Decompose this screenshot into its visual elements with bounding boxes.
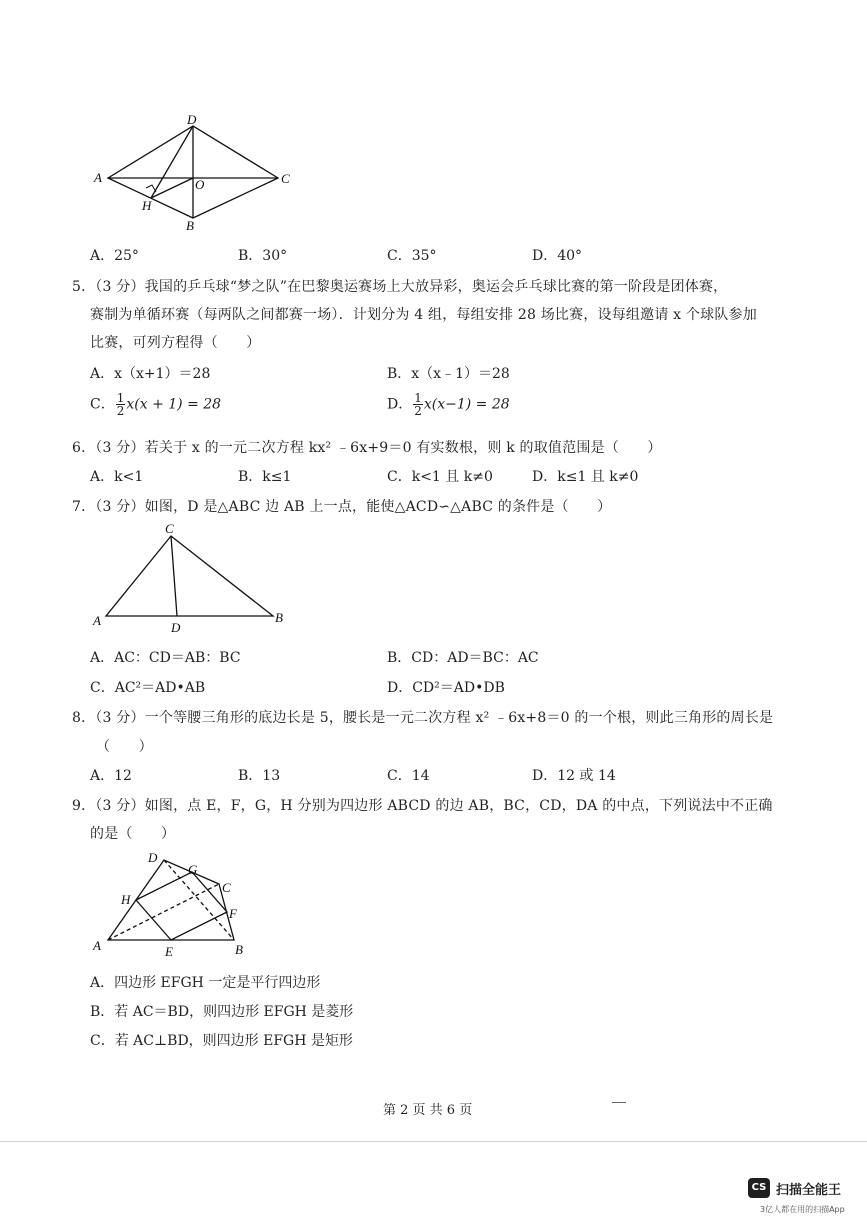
q5-option-c[interactable] — [90, 392, 221, 417]
q5-stem-line3: 比赛，可列方程得（ ） — [90, 335, 261, 351]
q8-option-c[interactable]: C．14 — [387, 768, 430, 784]
q8-option-a[interactable]: A．12 — [90, 768, 132, 784]
footer-divider — [0, 1141, 867, 1142]
q7-stem: 7．（3 分）如图，D 是△ABC 边 AB 上一点，能使△ACD∽△ABC 的条件是（ ） — [72, 499, 612, 515]
q6-option-c[interactable]: C．k<1 且 k≠0 — [387, 469, 493, 485]
label-b: B — [235, 942, 243, 957]
label-f: F — [229, 906, 237, 921]
q6-option-b[interactable]: B．k≤1 — [238, 469, 292, 485]
q7-option-d[interactable]: D．CD²＝AD•DB — [387, 680, 505, 696]
q7-option-c[interactable]: C．AC²＝AD•AB — [90, 680, 206, 696]
label-o: O — [195, 177, 205, 192]
label-h: H — [142, 198, 152, 213]
q9-option-a[interactable]: A．四边形 EFGH 一定是平行四边形 — [90, 975, 321, 991]
label-g: G — [188, 862, 198, 877]
q5-stem-line1: 5．（3 分）我国的乒乓球“梦之队”在巴黎奥运赛场上大放异彩，奥运会乒乓球比赛的第一阶段是团体赛， — [72, 279, 728, 295]
label-d: D — [187, 112, 197, 127]
q9-option-b[interactable]: B．若 AC＝BD，则四边形 EFGH 是菱形 — [90, 1004, 354, 1020]
label-c: C — [165, 521, 174, 536]
camscanner-logo: CS — [748, 1178, 770, 1198]
fraction-half: $\frac{1}{2}$ — [414, 391, 422, 418]
q7-option-a[interactable]: A．AC：CD＝AB：BC — [90, 650, 241, 666]
q9-option-c[interactable]: C．若 AC⊥BD，则四边形 EFGH 是矩形 — [90, 1033, 353, 1049]
rhombus-figure — [88, 112, 303, 237]
q5-option-d-label: D． — [387, 396, 413, 413]
brand-tagline: 3亿人都在用的扫描App — [760, 1205, 845, 1214]
label-h: H — [121, 892, 131, 907]
triangle-figure — [88, 518, 298, 640]
label-b: B — [186, 218, 194, 233]
label-d: D — [148, 850, 158, 865]
label-c: C — [222, 880, 231, 895]
q6-option-d[interactable]: D．k≤1 且 k≠0 — [532, 469, 639, 485]
q5-option-a[interactable]: A．x（x+1）＝28 — [90, 366, 211, 382]
q4-option-d[interactable]: D．40° — [532, 248, 583, 264]
q5-stem-line2: 赛制为单循环赛（每两队之间都赛一场）．计划分为 4 组，每组安排 28 场比赛，设每组邀请 x 个球队参加 — [90, 307, 757, 323]
footer-mark — [612, 1102, 626, 1103]
q8-stem-line1: 8．（3 分）一个等腰三角形的底边长是 5，腰长是一元二次方程 x² ﹣6x+8＝0 的一个根，则此三角形的周长是 — [72, 710, 774, 726]
brand-name: 扫描全能王 — [776, 1183, 842, 1198]
q9-stem-line1: 9．（3 分）如图，点 E，F，G，H 分别为四边形 ABCD 的边 AB，BC，CD，DA 的中点，下列说法中不正确 — [72, 798, 773, 814]
label-a: A — [93, 938, 101, 953]
q8-option-d[interactable]: D．12 或 14 — [532, 768, 616, 784]
q5-option-c-expr: x(x + 1) = 28 — [126, 396, 222, 413]
label-a: A — [93, 613, 101, 628]
q6-option-a[interactable]: A．k<1 — [90, 469, 144, 485]
q4-option-b[interactable]: B．30° — [238, 248, 288, 264]
q4-option-a[interactable]: A．25° — [90, 248, 139, 264]
quadrilateral-figure — [88, 846, 258, 964]
q9-stem-line2: 的是（ ） — [90, 826, 176, 842]
q4-option-c[interactable]: C．35° — [387, 248, 437, 264]
q8-option-b[interactable]: B．13 — [238, 768, 281, 784]
q5-option-d[interactable] — [387, 392, 510, 417]
label-c: C — [281, 171, 290, 186]
q8-stem-line2: （ ） — [96, 739, 153, 755]
q5-option-b[interactable]: B．x（x﹣1）＝28 — [387, 366, 510, 382]
label-b: B — [275, 610, 283, 625]
page-number: 第 2 页 共 6 页 — [383, 1103, 473, 1118]
label-a: A — [94, 170, 102, 185]
q6-stem: 6．（3 分）若关于 x 的一元二次方程 kx² ﹣6x+9＝0 有实数根，则 k 的取值范围是（ ） — [72, 440, 662, 456]
q7-option-b[interactable]: B．CD：AD＝BC：AC — [387, 650, 539, 666]
label-e: E — [165, 944, 173, 959]
q5-option-d-expr: x(x−1) = 28 — [423, 396, 510, 413]
fraction-half: $\frac{1}{2}$ — [116, 391, 125, 418]
q5-option-c-label: C． — [90, 396, 115, 413]
label-d: D — [171, 620, 181, 635]
